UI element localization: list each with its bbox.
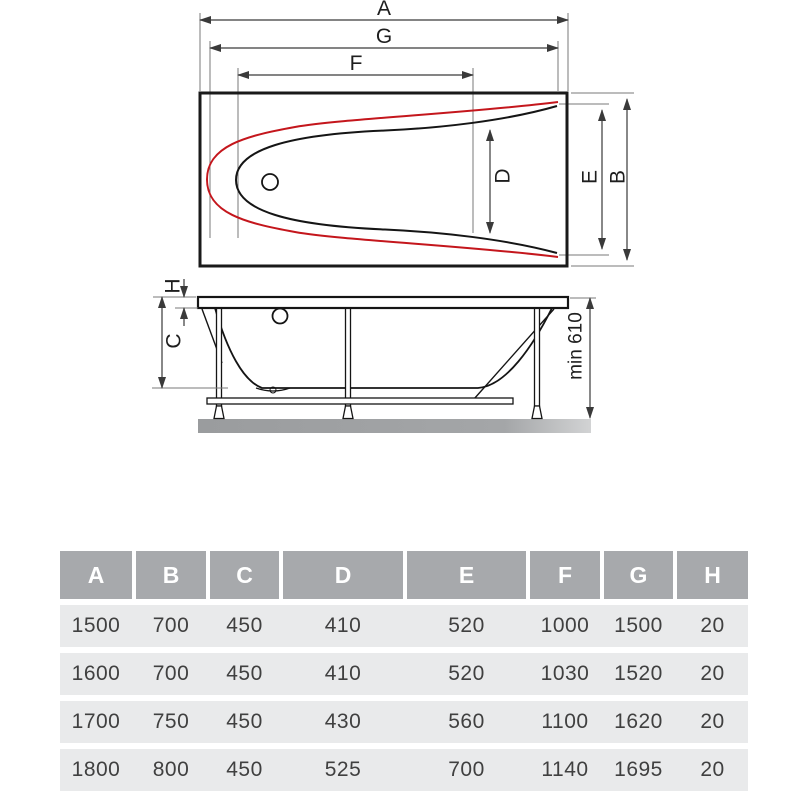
table-cell: 430 [324, 710, 362, 733]
dim-label-a: A [376, 0, 392, 20]
table-cell: 520 [448, 662, 485, 685]
table-header-row [60, 551, 748, 599]
dim-label-d: D [491, 168, 515, 184]
dim-label-f: F [349, 52, 363, 75]
table-header-cell: E [407, 551, 526, 599]
table-header-cell: F [530, 551, 600, 599]
dimensions-table [60, 551, 748, 791]
table-cell: 20 [700, 614, 725, 637]
table-row [60, 701, 748, 743]
drain-hole [262, 174, 278, 190]
frame-bar [207, 398, 513, 404]
table-cell: 450 [226, 710, 263, 733]
min-height-label: min 610 [565, 312, 587, 380]
table-cell: 1030 [540, 662, 590, 685]
adjustable-foot [343, 406, 353, 419]
table-header-cell: D [283, 551, 403, 599]
tub-rim [198, 297, 568, 308]
table-header-cell: C [210, 551, 279, 599]
dim-label-b: B [606, 169, 630, 185]
table-cell: 750 [152, 710, 190, 733]
overflow-hole [273, 309, 288, 324]
table-cell: 450 [226, 662, 263, 685]
dim-label-e: E [578, 169, 602, 185]
table-cell: 1700 [71, 710, 121, 733]
table-cell: 1140 [541, 758, 589, 781]
frame-leg [217, 308, 222, 406]
frame-leg [346, 308, 351, 406]
table-cell: 700 [152, 614, 190, 637]
table-header-cell: A [60, 551, 132, 599]
frame-leg [535, 308, 540, 406]
table-cell: 800 [152, 758, 190, 781]
table-cell: 20 [700, 662, 725, 685]
table-cell: 20 [700, 710, 725, 733]
table-cell: 450 [226, 758, 263, 781]
dim-label-g: G [375, 25, 393, 48]
ground-strip [198, 419, 591, 433]
adjustable-foot [532, 406, 542, 419]
table-cell: 1500 [614, 614, 663, 637]
dimension-lines-top [200, 20, 630, 260]
table-cell: 1800 [71, 758, 121, 781]
table-row [60, 653, 748, 695]
extension-lines-top [200, 13, 634, 266]
table-cell: 1620 [614, 710, 663, 733]
table-cell: 1695 [614, 758, 663, 781]
tub-profile [215, 308, 552, 388]
table-cell: 410 [324, 662, 362, 685]
table-cell: 1500 [71, 614, 121, 637]
table-cell: 560 [448, 710, 485, 733]
top-view-plan [200, 0, 634, 266]
table-cell: 410 [324, 614, 362, 637]
table-header-cell: G [604, 551, 673, 599]
table-cell: 1000 [540, 614, 590, 637]
table-header-cell: B [136, 551, 206, 599]
dim-label-c: C [162, 333, 186, 349]
side-view-elevation [152, 278, 596, 433]
table-cell: 20 [700, 758, 725, 781]
table-cell: 1520 [614, 662, 663, 685]
right-brace [474, 309, 554, 399]
table-cell: 525 [324, 758, 362, 781]
table-cell: 520 [448, 614, 485, 637]
table-row [60, 749, 748, 791]
adjustable-foot [214, 406, 224, 419]
dim-label-h: H [161, 278, 185, 294]
table-cell: 1100 [541, 710, 589, 733]
table-cell: 450 [226, 614, 263, 637]
table-cell: 1600 [71, 662, 121, 685]
table-cell: 700 [152, 662, 190, 685]
support-frame [207, 308, 542, 419]
table-header-cell: H [677, 551, 748, 599]
table-cell: 700 [448, 758, 485, 781]
table-row [60, 605, 748, 647]
